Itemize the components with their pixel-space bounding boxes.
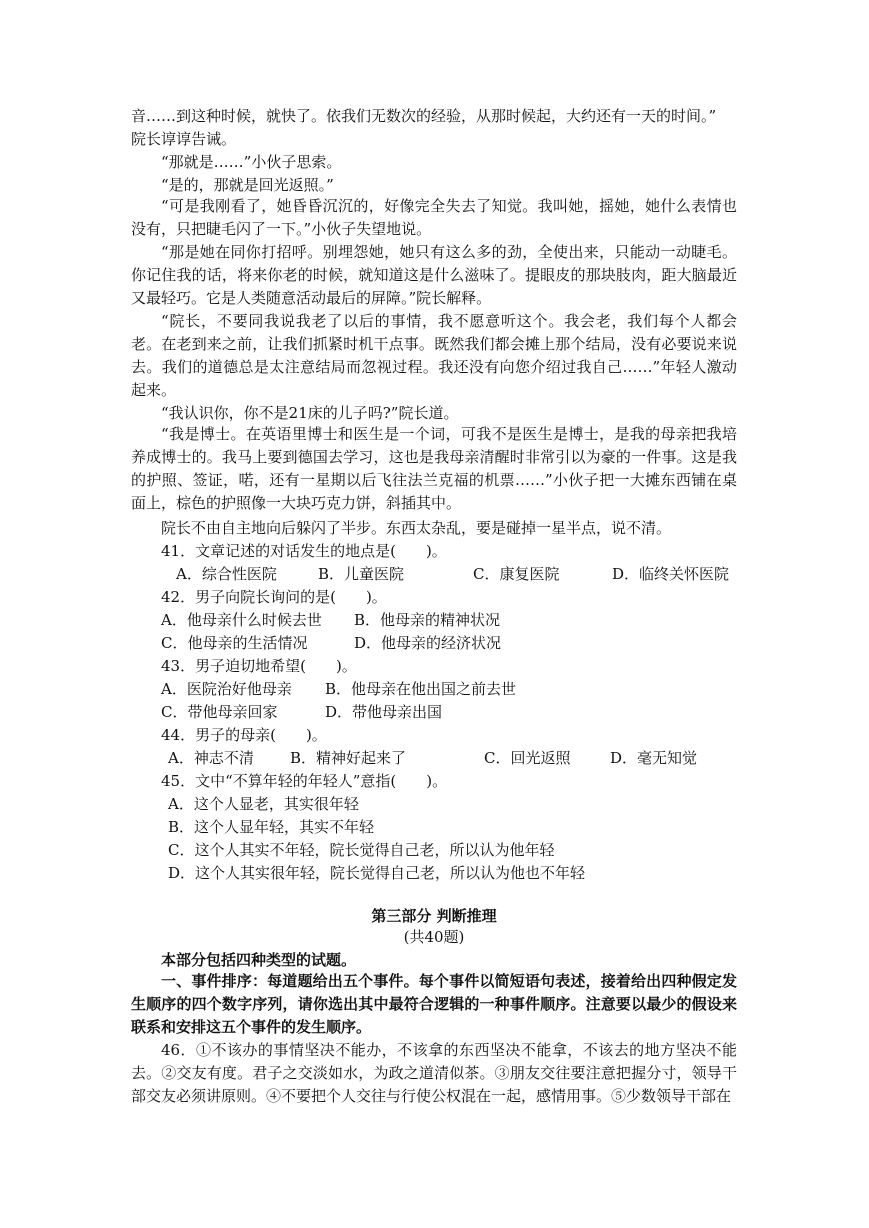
passage-paragraph: “那是她在同你打招呼。别埋怨她，她只有这么多的劲，全使出来，只能动一动睫毛。你记住我的话，将来你老的时候，就知道这是什么滋味了。提眼皮的那块肢肉，距大脑最近又最轻巧。它是人类随意活动最后的屏障。”院长解释。: [131, 243, 737, 307]
section-instructions: 一、事件排序：每道题给出五个事件。每个事件以简短语句表述，接着给出四种假定发生顺序的四个数字序列，请你选出其中最符合逻辑的一种事件顺序。注意要以最少的假设来联系和安排这五个事件的发生顺序。: [131, 972, 737, 1036]
answer-option: D．带他母亲出国: [325, 703, 443, 721]
section-subtitle: (共40题): [403, 928, 465, 946]
passage-paragraph: “院长，不要同我说我老了以后的事情，我不愿意听这个。我会老，我们每个人都会老。在老到来之前，让我们抓紧时机干点事。既然我们都会摊上那个结局，没有必要说来说去。我们的道德总是太注意结局而忽视过程。我还没有向您介绍过我自己……”年轻人激动起来。: [131, 312, 737, 399]
answer-option: B．他母亲在他出国之前去世: [325, 680, 517, 698]
answer-option: C．这个人其实不年轻，院长觉得自己老，所以认为他年轻: [168, 841, 555, 859]
passage-paragraph: “是的，那就是回光返照。”: [161, 176, 334, 194]
passage-line: 院长谆谆告诫。: [131, 130, 237, 148]
answer-option: D．这个人其实很年轻，院长觉得自己老，所以认为他也不年轻: [168, 864, 586, 882]
answer-option: D．临终关怀医院: [612, 565, 730, 583]
passage-line: 音……到这种时候，就快了。依我们无数次的经验，从那时候起，大约还有一天的时间。”: [131, 107, 717, 125]
answer-option: B．儿童医院: [318, 565, 405, 583]
answer-option: B．这个人显年轻，其实不年轻: [168, 818, 375, 836]
answer-option: D．他母亲的经济状况: [354, 634, 502, 652]
answer-option: A．医院治好他母亲: [161, 680, 292, 698]
answer-option: B．精神好起来了: [290, 749, 407, 767]
passage-paragraph: “那就是……”小伙子思索。: [161, 153, 342, 171]
answer-option: C．他母亲的生活情况: [161, 634, 308, 652]
answer-option: D．毫无知觉: [610, 749, 698, 767]
question-stem: 43．男子迫切地希望( )。: [161, 657, 357, 675]
question-46: 46．①不该办的事情坚决不能办，不该拿的东西坚决不能拿，不该去的地方坚决不能去。②交友有度。君子之交淡如水，为政之道清似茶。③朋友交往要注意把握分寸，领导干部交友必须讲原则。④不要把个人交往与行使公权混在一起，感情用事。⑤少数领导干部在: [131, 1041, 737, 1105]
answer-option: C．回光返照: [484, 749, 571, 767]
answer-option: A．这个人显老，其实很年轻: [168, 795, 359, 813]
answer-option: A．神志不清: [168, 749, 254, 767]
question-stem: 41．文章记述的对话发生的地点是( )。: [161, 542, 447, 560]
passage-paragraph: 院长不由自主地向后躲闪了半步。东西太杂乱，要是碰掉一星半点，说不清。: [161, 519, 672, 537]
answer-option: A．他母亲什么时候去世: [161, 611, 322, 629]
passage-paragraph: “我认识你，你不是21床的儿子吗?”院长道。: [161, 404, 459, 422]
section-title: 第三部分 判断推理: [371, 907, 497, 925]
question-stem: 44．男子的母亲( )。: [161, 726, 327, 744]
question-stem: 42．男子向院长询问的是( )。: [161, 588, 387, 606]
question-stem: 45．文中“不算年轻的年轻人”意指( )。: [161, 772, 448, 790]
answer-option: C．带他母亲回家: [161, 703, 278, 721]
passage-paragraph: “可是我刚看了，她昏昏沉沉的，好像完全失去了知觉。我叫她，摇她，她什么表情也没有，只把睫毛闪了一下。”小伙子失望地说。: [131, 197, 737, 238]
answer-option: B．他母亲的精神状况: [354, 611, 501, 629]
answer-option: C．康复医院: [473, 565, 560, 583]
answer-option: A．综合性医院: [176, 565, 277, 583]
section-intro: 本部分包括四种类型的试题。: [161, 951, 357, 969]
passage-paragraph: “我是博士。在英语里博士和医生是一个词，可我不是医生是博士，是我的母亲把我培养成博士的。我马上要到德国去学习，这也是我母亲清醒时非常引以为豪的一件事。这是我的护照、签证，喏，还有一星期以后飞往法兰克福的机票……”小伙子把一大摊东西铺在桌面上，棕色的护照像一大块巧克力饼，斜插其中。: [131, 425, 737, 512]
